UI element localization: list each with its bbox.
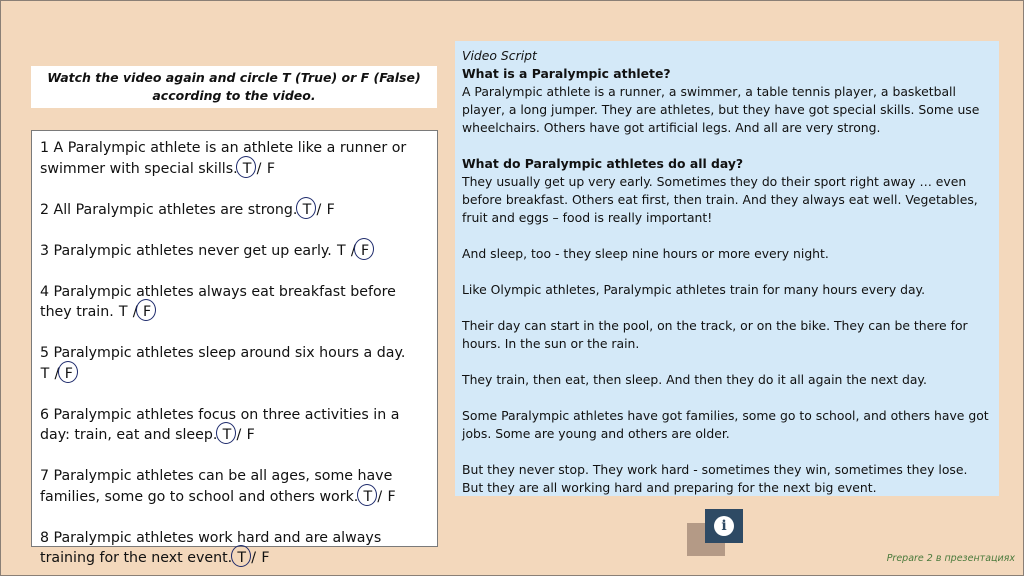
question-text: 6 Paralympic athletes focus on three activities in a day: train, eat and sleep. <box>40 406 400 443</box>
answer-options <box>237 550 271 566</box>
option-true[interactable]: T <box>302 200 312 221</box>
instruction-box <box>31 66 437 108</box>
question-text: 5 Paralympic athletes sleep around six hours a day. <box>40 345 406 361</box>
script-paragraph: Like Olympic athletes, Paralympic athletes train for many hours every day. <box>462 282 926 297</box>
question-item <box>40 343 429 384</box>
option-false[interactable]: F <box>246 427 255 443</box>
option-false[interactable]: F <box>387 488 396 505</box>
script-paragraph: Some Paralympic athletes have got families, some go to school, and others have got jobs. Some are young and others are older. <box>462 408 989 441</box>
option-separator: / <box>236 427 242 443</box>
option-false[interactable]: F <box>360 241 370 262</box>
question-item <box>40 200 429 221</box>
option-true[interactable]: T <box>118 304 128 320</box>
script-heading-1: What is a Paralympic athlete? <box>462 66 671 81</box>
question-item <box>40 405 429 446</box>
question-item <box>40 282 429 323</box>
option-false[interactable]: F <box>261 550 270 566</box>
script-paragraph <box>462 461 992 497</box>
question-item <box>40 466 429 507</box>
option-separator: / <box>256 160 262 177</box>
question-text: 8 Paralympic athletes work hard and are always training for the next event. <box>40 529 382 566</box>
question-text: 4 Paralympic athletes always eat breakfast before they train. <box>40 283 396 320</box>
question-text: 3 Paralympic athletes never get up early. <box>40 242 332 259</box>
script-line: But they are all working hard and preparing for the next big event. <box>462 480 877 495</box>
option-true[interactable]: T <box>40 365 50 382</box>
script-title: Video Script <box>462 48 537 63</box>
question-text: 2 All Paralympic athletes are strong. <box>40 201 298 218</box>
option-separator: / <box>132 304 138 320</box>
question-item <box>40 528 429 569</box>
answer-options <box>40 366 74 382</box>
answer-options <box>242 161 276 177</box>
script-paragraph: And sleep, too - they sleep nine hours or more every night. <box>462 246 829 261</box>
option-false[interactable]: F <box>266 160 276 177</box>
question-item <box>40 241 429 262</box>
option-separator: / <box>54 365 60 382</box>
script-paragraph: They usually get up very early. Sometimes they do their sport right away … even before breakfast. Others eat first, then train. And they always eat well. Vegetables, fruit and eggs – food is really important! <box>462 174 978 225</box>
questions-box <box>31 130 438 566</box>
option-separator: / <box>316 201 322 218</box>
question-item <box>40 138 429 179</box>
info-icon: i <box>714 516 734 536</box>
answer-options <box>118 304 152 320</box>
info-panel <box>705 509 743 543</box>
option-true[interactable]: T <box>363 487 373 508</box>
info-button[interactable] <box>687 509 743 557</box>
script-line: But they never stop. They work hard - sometimes they win, sometimes they lose. <box>462 462 968 477</box>
option-true[interactable]: T <box>237 548 247 569</box>
answer-options <box>222 427 256 443</box>
question-text: 1 A Paralympic athlete is an athlete like a runner or swimmer with special skills. <box>40 140 407 177</box>
option-false[interactable]: F <box>326 201 335 218</box>
answer-options <box>336 243 370 259</box>
option-true[interactable]: T <box>222 425 232 446</box>
option-separator: / <box>377 488 383 505</box>
option-false[interactable]: F <box>64 364 74 385</box>
footer-text: Prepare 2 в презентациях <box>886 553 1015 564</box>
script-paragraph: They train, then eat, then sleep. And then they do it all again the next day. <box>462 372 927 387</box>
option-separator: / <box>251 550 256 566</box>
option-false[interactable]: F <box>142 302 152 323</box>
option-separator: / <box>350 242 356 259</box>
answer-options <box>302 202 336 218</box>
question-text: 7 Paralympic athletes can be all ages, some have families, some go to school and others work. <box>40 468 393 505</box>
option-true[interactable]: T <box>242 159 252 180</box>
answer-options <box>363 489 397 505</box>
script-heading-2: What do Paralympic athletes do all day? <box>462 156 744 171</box>
script-paragraph: A Paralympic athlete is a runner, a swimmer, a table tennis player, a basketball player, a long jumper. They are athletes, but they have got special skills. Some use wheelchairs. Others have got artificial legs. And all are very strong. <box>462 84 980 135</box>
instruction-text: Watch the video again and circle T (True) or F (False) according to the video. <box>47 70 421 103</box>
option-true[interactable]: T <box>336 242 346 259</box>
script-paragraph: Their day can start in the pool, on the track, or on the bike. They can be there for hours. In the sun or the rain. <box>462 318 968 351</box>
video-script-box <box>455 41 999 496</box>
